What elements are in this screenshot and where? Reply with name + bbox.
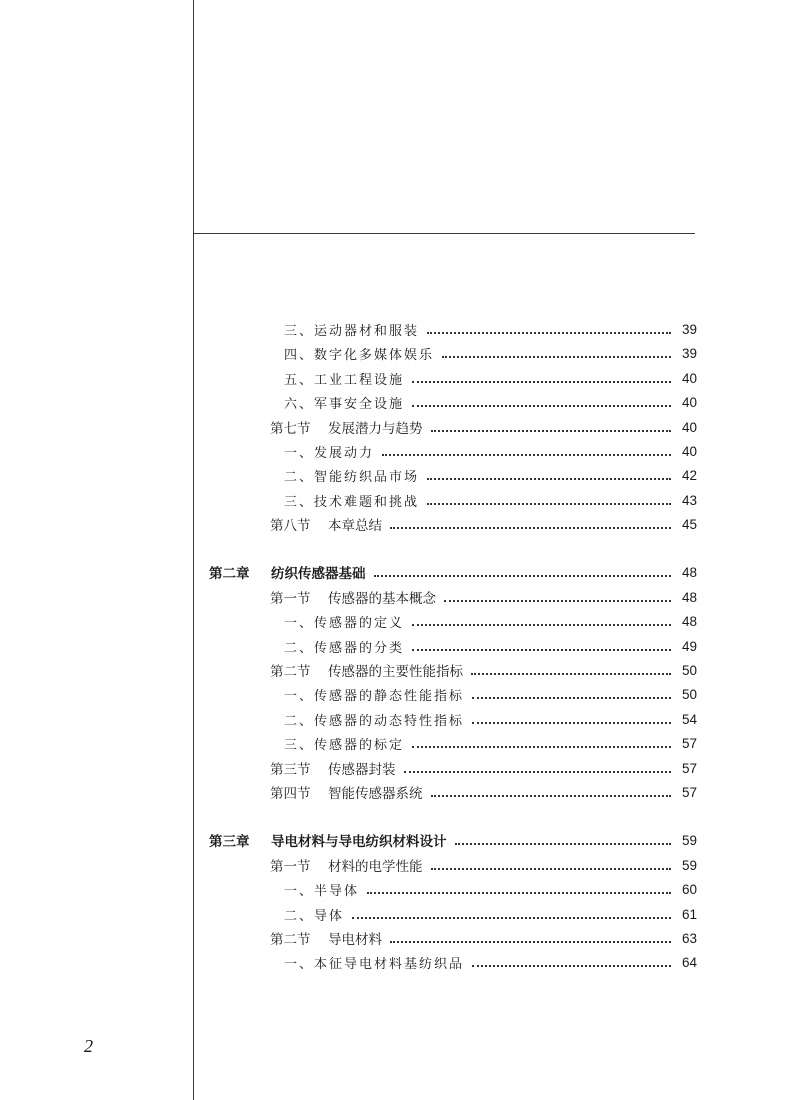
toc-entry-item[interactable] [284,342,697,364]
toc-entry-item[interactable] [284,318,697,340]
toc-entry-item[interactable] [284,903,697,925]
dot-leader [442,355,671,358]
toc-entry-page: 57 [681,784,697,800]
dot-leader [352,916,671,919]
margin-vertical-rule [193,0,194,1100]
dot-leader [367,891,671,894]
dot-leader [427,331,671,334]
toc-entry-item[interactable] [284,610,697,632]
toc-entry-title: 传感器的主要性能指标 [328,664,463,680]
toc-entry-section[interactable] [270,927,697,949]
section-number: 第四节 [270,786,311,802]
toc-entry-title: 二、传感器的动态特性指标 [284,713,465,729]
toc-entry-page: 63 [681,930,697,946]
section-number: 第三节 [270,762,311,778]
toc-entry-page: 49 [681,638,697,654]
dot-leader [374,574,672,577]
toc-entry-title: 六、军事安全设施 [284,396,405,412]
toc-entry-page: 42 [681,467,697,483]
section-number: 第八节 [270,518,311,534]
toc-entry-item[interactable] [284,878,697,900]
toc-entry-title: 五、工业工程设施 [284,372,405,388]
toc-entry-item[interactable] [284,683,697,705]
dot-leader [390,940,671,943]
toc-entry-item[interactable] [284,489,697,511]
toc-entry-title: 二、传感器的分类 [284,640,405,656]
toc-entry-section[interactable] [270,659,697,681]
toc-entry-page: 64 [681,954,697,970]
dot-leader [444,599,671,602]
header-horizontal-rule [193,233,695,234]
toc-entry-page: 50 [681,662,697,678]
toc-entry-section[interactable] [270,781,697,803]
toc-entry-page: 50 [681,686,697,702]
toc-entry-section[interactable] [270,513,697,535]
toc-entry-page: 48 [681,589,697,605]
dot-leader [431,794,672,797]
toc-entry-section[interactable] [270,757,697,779]
toc-entry-page: 59 [681,857,697,873]
dot-leader [412,404,671,407]
toc-entry-page: 48 [681,564,697,580]
toc-entry-title: 四、数字化多媒体娱乐 [284,347,435,363]
toc-entry-title: 发展潜力与趋势 [328,421,423,437]
toc-entry-page: 40 [681,443,697,459]
toc-entry-item[interactable] [284,951,697,973]
toc-entry-page: 40 [681,394,697,410]
toc-entry-item[interactable] [284,367,697,389]
chapter-number: 第二章 [209,566,250,582]
dot-leader [390,526,671,529]
toc-entry-title: 传感器封装 [328,762,396,778]
toc-entry-title: 二、导体 [284,908,345,924]
dot-leader [455,842,672,845]
toc-entry-title: 本章总结 [328,518,382,534]
toc-entry-page: 60 [681,881,697,897]
toc-entry-item[interactable] [284,440,697,462]
toc-entry-section[interactable] [270,854,697,876]
toc-entry-chapter[interactable] [209,561,697,583]
dot-leader [431,867,672,870]
toc-entry-title: 纺织传感器基础 [271,566,366,582]
toc-entry-title: 材料的电学性能 [328,859,423,875]
toc-entry-page: 61 [681,906,697,922]
toc-entry-page: 59 [681,832,697,848]
dot-leader [472,964,671,967]
toc-entry-page: 57 [681,760,697,776]
toc-entry-title: 智能传感器系统 [328,786,423,802]
toc-entry-title: 导电材料与导电纺织材料设计 [271,834,447,850]
page-number: 2 [84,1036,93,1056]
toc-entry-page: 57 [681,735,697,751]
section-number: 第二节 [270,932,311,948]
dot-leader [412,648,671,651]
toc-entry-title: 导电材料 [328,932,382,948]
toc-entry-title: 一、半导体 [284,883,360,899]
toc-entry-page: 39 [681,321,697,337]
toc-entry-item[interactable] [284,464,697,486]
toc-entry-item[interactable] [284,391,697,413]
toc-entry-item[interactable] [284,732,697,754]
toc-entry-page: 43 [681,492,697,508]
toc-entry-page: 45 [681,516,697,532]
dot-leader [412,623,671,626]
toc-entry-page: 39 [681,345,697,361]
dot-leader [427,502,671,505]
dot-leader [472,696,671,699]
dot-leader [472,721,671,724]
toc-entry-title: 一、传感器的静态性能指标 [284,688,465,704]
toc-entry-title: 二、智能纺织品市场 [284,469,420,485]
toc-entry-title: 一、发展动力 [284,445,375,461]
section-number: 第一节 [270,859,311,875]
toc-entry-title: 一、传感器的定义 [284,615,405,631]
toc-entry-page: 54 [681,711,697,727]
toc-entry-title: 传感器的基本概念 [328,591,436,607]
toc-entry-page: 40 [681,370,697,386]
toc-entry-section[interactable] [270,586,697,608]
toc-entry-title: 三、运动器材和服装 [284,323,420,339]
section-number: 第一节 [270,591,311,607]
toc-entry-item[interactable] [284,635,697,657]
dot-leader [382,453,671,456]
dot-leader [412,380,671,383]
chapter-number: 第三章 [209,834,250,850]
toc-entry-item[interactable] [284,708,697,730]
toc-entry-title: 一、本征导电材料基纺织品 [284,956,465,972]
dot-leader [404,770,672,773]
dot-leader [431,429,672,432]
toc-entry-section[interactable] [270,416,697,438]
toc-entry-title: 三、传感器的标定 [284,737,405,753]
section-number: 第七节 [270,421,311,437]
dot-leader [427,477,671,480]
toc-entry-chapter[interactable] [209,829,697,851]
toc-entry-page: 48 [681,613,697,629]
toc-entry-page: 40 [681,419,697,435]
toc-entry-title: 三、技术难题和挑战 [284,494,420,510]
section-number: 第二节 [270,664,311,680]
dot-leader [412,745,671,748]
dot-leader [471,672,671,675]
